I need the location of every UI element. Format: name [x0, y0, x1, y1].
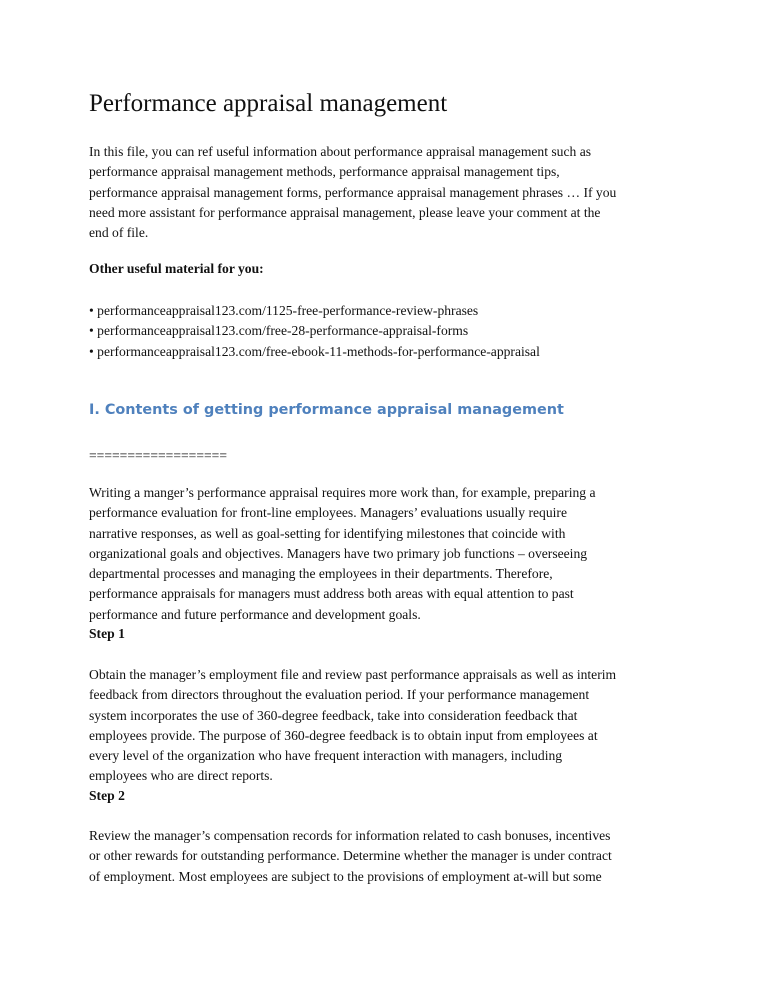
body-line: employees provide. The purpose of 360-degree feedback is to obtain input from employees at [89, 727, 598, 743]
body-line: or other rewards for outstanding performance. Determine whether the manager is under contract [89, 848, 612, 864]
useful-link-item[interactable]: • performanceappraisal123.com/free-28-performance-appraisal-forms [89, 323, 469, 339]
intro-line: performance appraisal management forms, performance appraisal management phrases … If you [89, 184, 617, 200]
body-line: system incorporates the use of 360-degree feedback, take into consideration feedback that [89, 707, 578, 723]
body-line: departmental processes and managing the employees in their departments. Therefore, [89, 566, 553, 582]
useful-link-item[interactable]: • performanceappraisal123.com/1125-free-performance-review-phrases [89, 303, 479, 318]
body-line: narrative responses, as well as goal-setting for identifying milestones that coincide with [89, 525, 566, 541]
body-line: employees who are direct reports. [89, 768, 273, 784]
body-line: performance and future performance and development goals. [89, 606, 421, 622]
body-line: of employment. Most employees are subject to the provisions of employment at-will but some [89, 868, 602, 884]
intro-line: need more assistant for performance appraisal management, please leave your comment at the [89, 204, 601, 220]
section-heading: I. Contents of getting performance appraisal management [89, 402, 564, 418]
useful-link-item[interactable]: • performanceappraisal123.com/free-ebook-11-methods-for-performance-appraisal [89, 343, 540, 359]
intro-line: performance appraisal management methods, performance appraisal management tips, [89, 164, 560, 180]
step-1-heading: Step 1 [89, 626, 125, 641]
other-material-heading: Other useful material for you: [89, 261, 264, 276]
step-1-paragraph [89, 665, 689, 787]
useful-links-list [89, 301, 540, 362]
body-paragraph-intro [89, 483, 689, 625]
body-line: Writing a manger’s performance appraisal requires more work than, for example, preparing a [89, 485, 596, 500]
intro-line: end of file. [89, 225, 149, 241]
document-title: Performance appraisal management [89, 90, 448, 117]
separator-line: ================== [89, 448, 227, 463]
body-line: Obtain the manager’s employment file and review past performance appraisals as well as interim [89, 667, 617, 682]
body-line: performance appraisals for managers must address both areas with equal attention to past [89, 586, 574, 602]
body-line: performance evaluation for front-line employees. Managers’ evaluations usually require [89, 505, 567, 521]
step-2-paragraph [89, 826, 689, 887]
body-line: feedback from directors throughout the evaluation period. If your performance management [89, 687, 590, 703]
body-line: every level of the organization who have frequent interaction with managers, including [89, 748, 563, 764]
step-2-heading: Step 2 [89, 788, 125, 803]
intro-line: In this file, you can ref useful information about performance appraisal management such as [89, 144, 592, 159]
intro-paragraph [89, 142, 689, 243]
body-line: Review the manager’s compensation records for information related to cash bonuses, incentives [89, 828, 611, 843]
body-line: organizational goals and objectives. Managers have two primary job functions – overseeing [89, 545, 588, 561]
